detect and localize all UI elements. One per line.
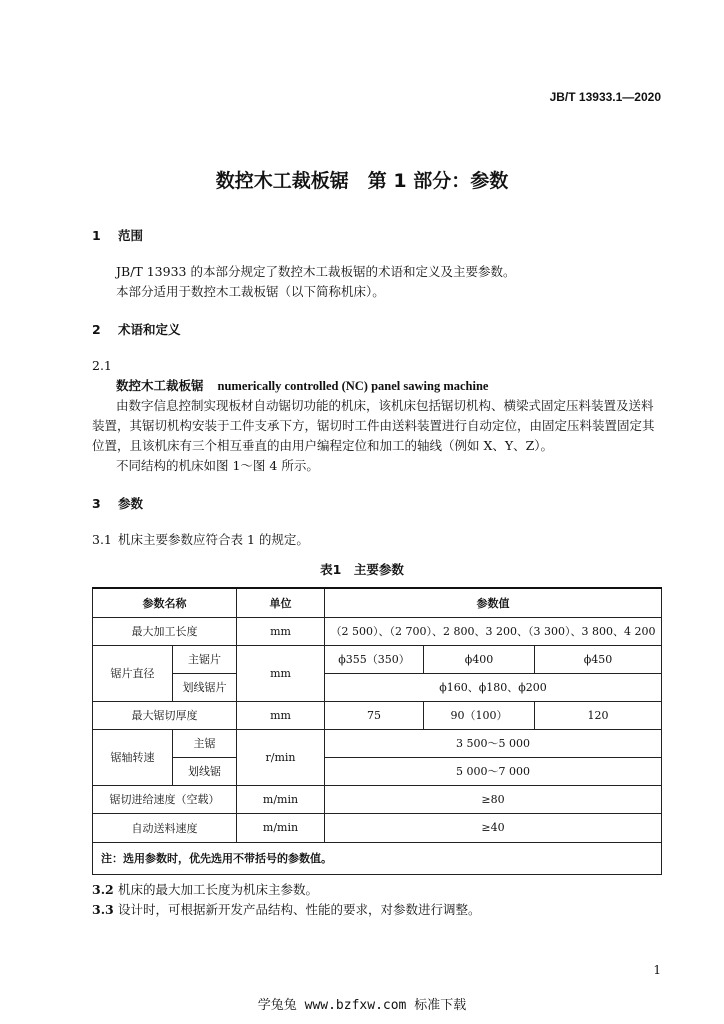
section-number: 3: [92, 496, 101, 511]
param-name: 锯切进给速度（空载）: [93, 785, 237, 813]
section-title: 范围: [118, 228, 144, 243]
standard-code: JB/T 13933.1—2020: [549, 90, 661, 104]
clause-2-1-number: 2.1: [92, 358, 112, 373]
term-chinese: 数控木工裁板锯: [116, 378, 204, 393]
param-value: ϕ400: [424, 645, 535, 673]
clause-3-1: [92, 530, 309, 550]
clause-number: 3.2: [92, 882, 114, 897]
header-param-name: 参数名称: [93, 588, 237, 617]
table-row-auto-feed: [93, 813, 662, 842]
table-row-feed-speed: [93, 785, 662, 813]
table-row-max-depth: [93, 701, 662, 729]
param-value: ϕ160、ϕ180、ϕ200: [325, 673, 662, 701]
section-title: 参数: [118, 496, 144, 511]
param-subname: 划线锯片: [173, 673, 237, 701]
table-row-max-length: [93, 617, 662, 645]
header-unit: 单位: [237, 588, 325, 617]
clause-text: 机床的最大加工长度为机床主参数。: [118, 882, 319, 897]
figures-note: 不同结构的机床如图 1～图 4 所示。: [116, 458, 319, 473]
param-unit: mm: [237, 701, 325, 729]
clause-number: 3.1: [92, 532, 112, 547]
page-number: 1: [653, 963, 661, 977]
param-value: 90（100）: [424, 701, 535, 729]
clause-3-3: [92, 900, 481, 920]
term-english: numerically controlled (NC) panel sawing machine: [217, 379, 489, 393]
param-subname: 主锯: [173, 729, 237, 757]
param-unit: m/min: [237, 785, 325, 813]
section-1-heading: [92, 226, 143, 244]
parameters-table: [92, 587, 662, 875]
definition-line-1: 由数字信息控制实现板材自动锯切功能的机床，该机床包括锯切机构、横梁式固定压料装置及送料: [116, 398, 654, 413]
section-number: 2: [92, 322, 101, 337]
section-number: 1: [92, 228, 101, 243]
table-row-main-blade: [93, 645, 662, 673]
param-subname: 主锯片: [173, 645, 237, 673]
section-title: 术语和定义: [118, 322, 181, 337]
param-group-spindle-speed: 锯轴转速: [93, 729, 173, 785]
table-caption: 表1 主要参数: [320, 562, 404, 577]
param-value: ϕ355（350）: [325, 645, 424, 673]
param-unit: mm: [237, 645, 325, 701]
footer-watermark[interactable]: 学兔兔 www.bzfxw.com 标准下载: [257, 998, 467, 1013]
scope-paragraph-2: 本部分适用于数控木工裁板锯（以下简称机床）。: [116, 284, 385, 299]
definition-line-2: 装置，其锯切机构安装于工件支承下方，锯切时工件由送料装置进行自动定位，由固定压料装置固定其: [92, 418, 655, 433]
table-header-row: [93, 588, 662, 617]
table-row-main-spindle: [93, 729, 662, 757]
clause-3-2: [92, 880, 318, 900]
document-title: 数控木工裁板锯 第 1 部分：参数: [215, 170, 509, 192]
table-note-row: [93, 842, 662, 874]
param-value: ≥80: [325, 785, 662, 813]
param-value: 120: [535, 701, 662, 729]
table-row-scoring-spindle: [93, 757, 662, 785]
param-name: 自动送料速度: [93, 813, 237, 842]
header-param-value: 参数值: [325, 588, 662, 617]
param-subname: 划线锯: [173, 757, 237, 785]
param-name: 最大加工长度: [93, 617, 237, 645]
scope-paragraph-1: JB/T 13933 的本部分规定了数控木工裁板锯的术语和定义及主要参数。: [116, 264, 516, 279]
param-group-blade-diameter: 锯片直径: [93, 645, 173, 701]
table-note: 注：选用参数时，优先选用不带括号的参数值。: [93, 842, 662, 874]
section-3-heading: [92, 494, 143, 512]
param-value: 75: [325, 701, 424, 729]
param-value: ≥40: [325, 813, 662, 842]
param-name: 最大锯切厚度: [93, 701, 237, 729]
term-entry: [116, 376, 488, 396]
clause-text: 机床主要参数应符合表 1 的规定。: [118, 532, 309, 547]
definition-line-3: 位置，且该机床有三个相互垂直的由用户编程定位和加工的轴线（例如 X、Y、Z）。: [92, 438, 554, 453]
param-value: 3 500～5 000: [325, 729, 662, 757]
clause-text: 设计时，可根据新开发产品结构、性能的要求，对参数进行调整。: [118, 902, 481, 917]
clause-number: 3.3: [92, 902, 114, 917]
section-2-heading: [92, 320, 181, 338]
param-unit: r/min: [237, 729, 325, 785]
param-value: 5 000～7 000: [325, 757, 662, 785]
table-row-scoring-blade: [93, 673, 662, 701]
param-value: （2 500）、（2 700）、2 800、3 200、（3 300）、3 800、4 200: [325, 617, 662, 645]
param-unit: m/min: [237, 813, 325, 842]
param-unit: mm: [237, 617, 325, 645]
param-value: ϕ450: [535, 645, 662, 673]
